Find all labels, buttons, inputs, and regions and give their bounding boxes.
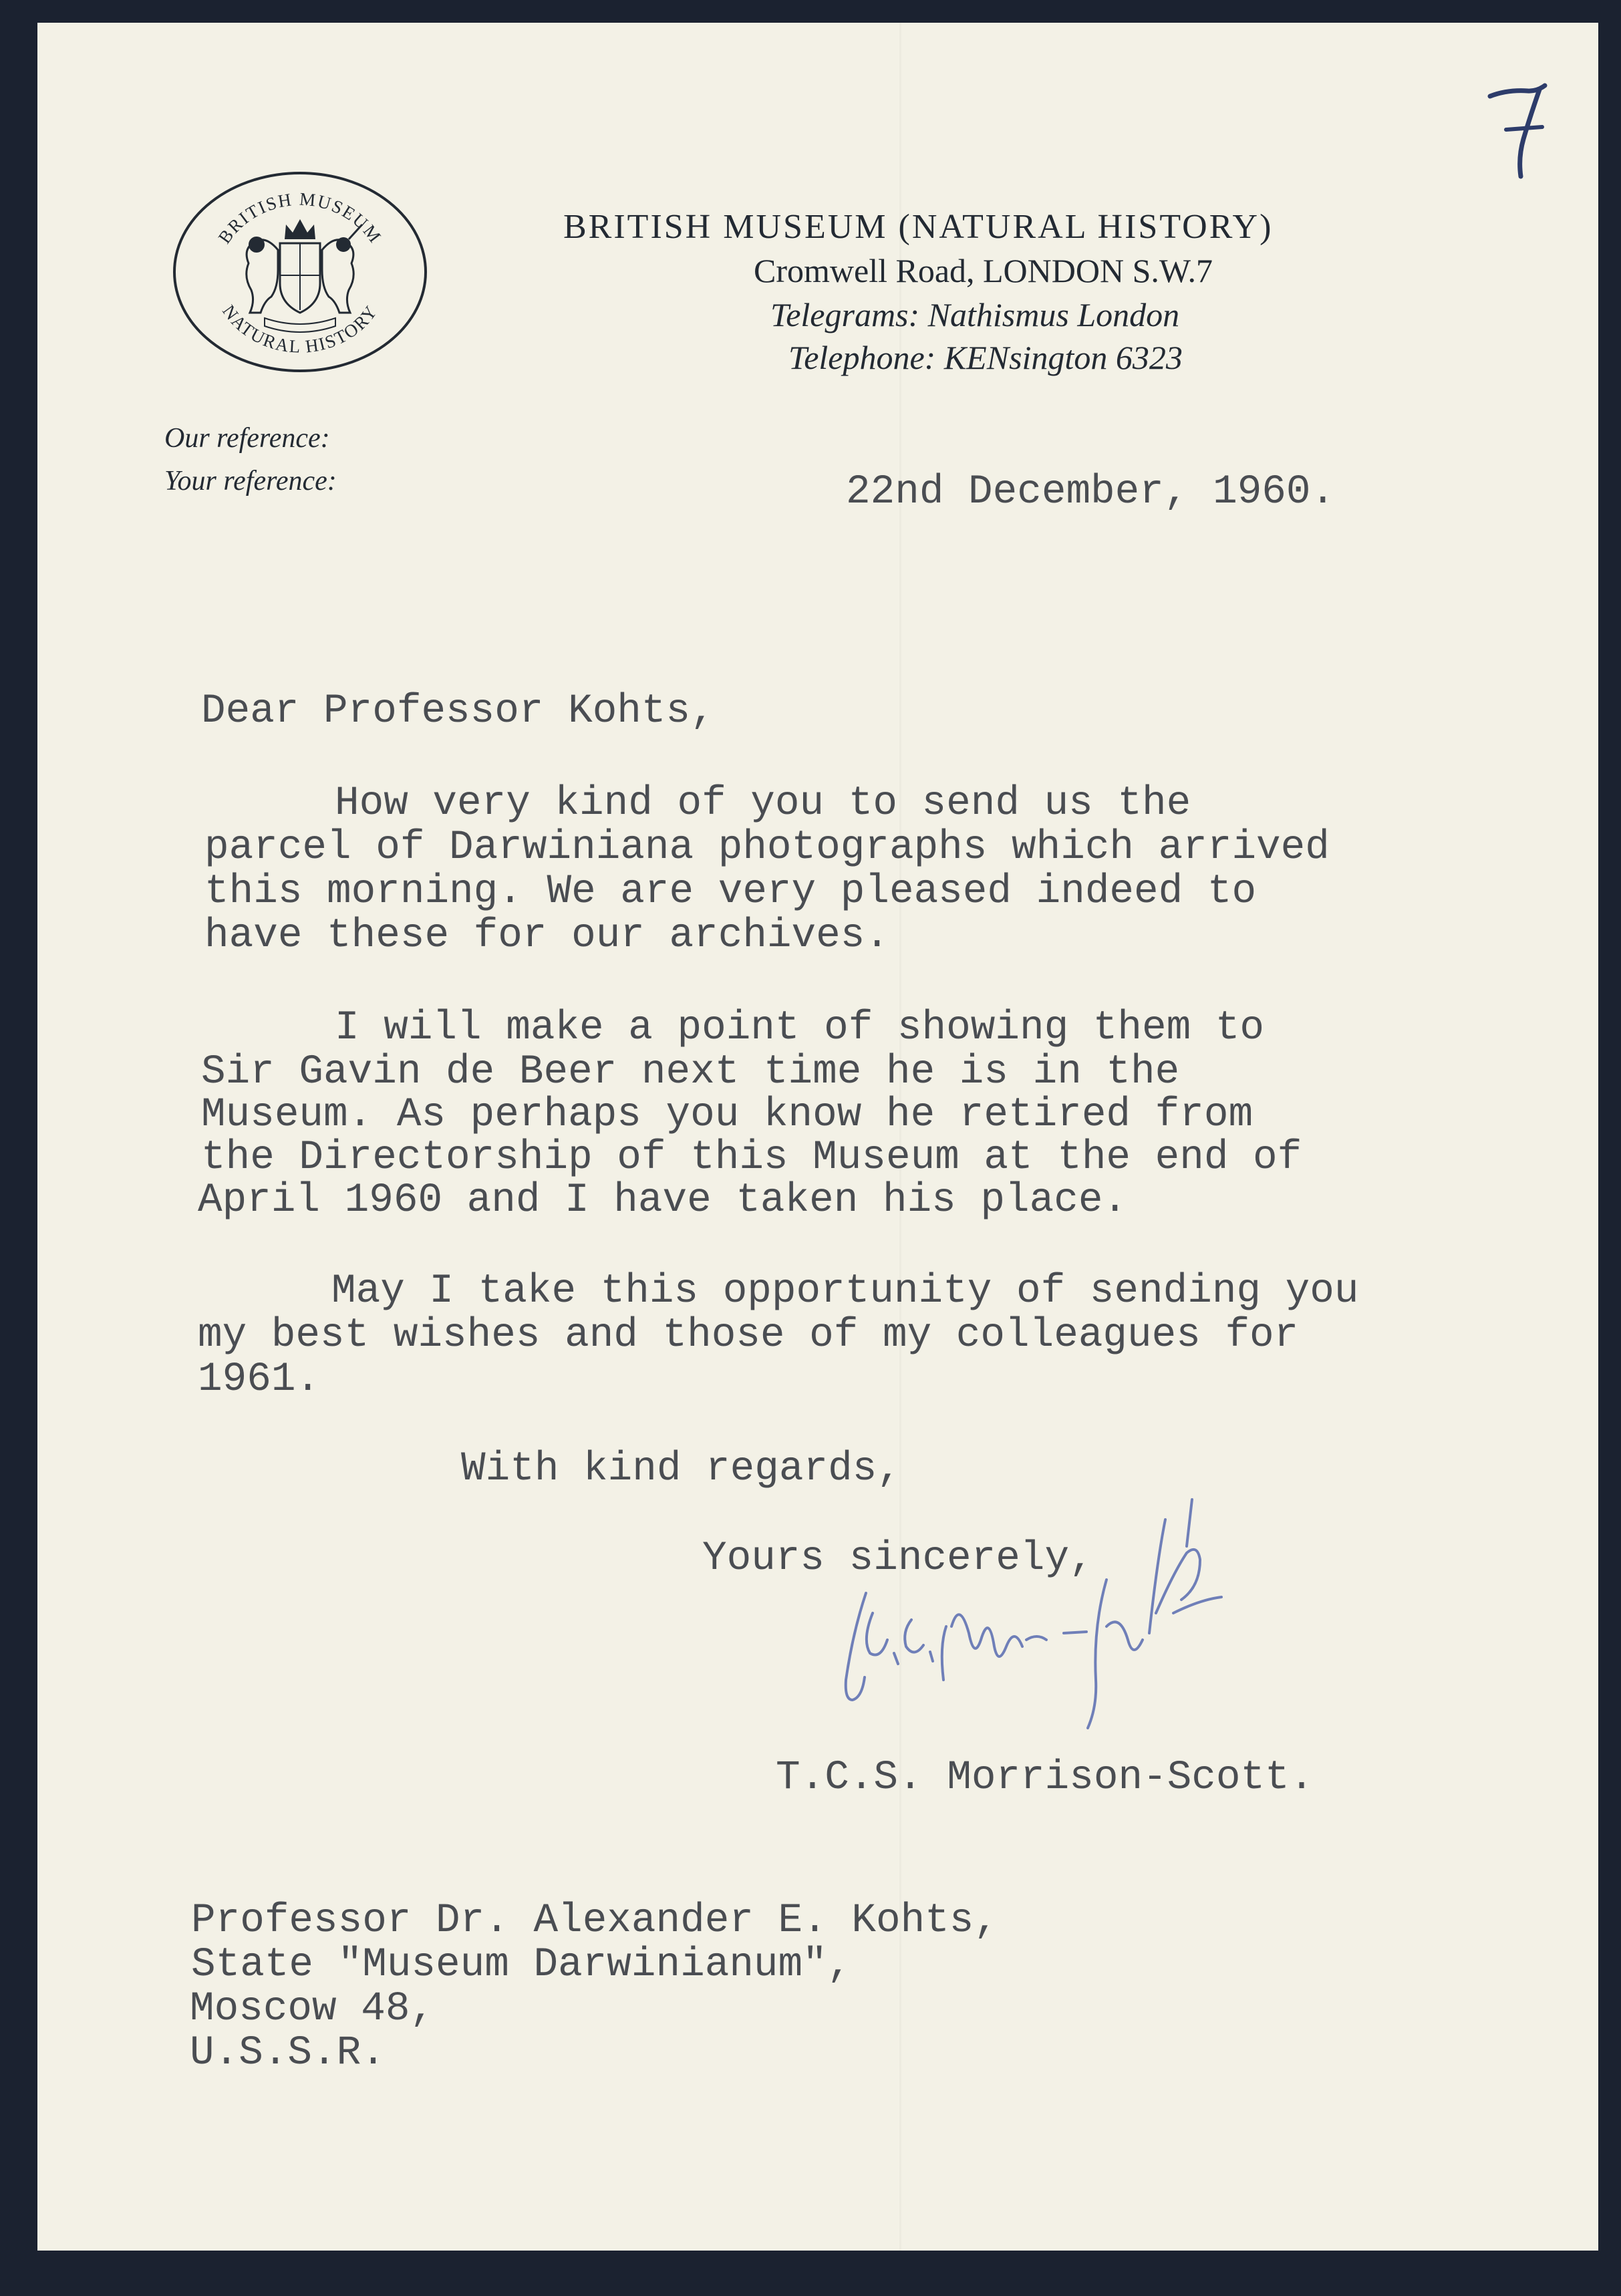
svg-text:NATURAL HISTORY: NATURAL HISTORY	[218, 301, 382, 357]
our-reference-label: Our reference:	[164, 423, 330, 454]
recipient-line: Professor Dr. Alexander E. Kohts,	[191, 1898, 998, 1944]
paragraph3-line: 1961.	[198, 1356, 321, 1403]
paragraph1-line: this morning. We are very pleased indeed to	[204, 869, 1257, 915]
recipient-line: U.S.S.R.	[190, 2030, 386, 2076]
closing-regards: With kind regards,	[461, 1446, 901, 1492]
closing-sincerely: Yours sincerely,	[702, 1536, 1094, 1582]
institution-name: BRITISH MUSEUM (NATURAL HISTORY)	[563, 208, 1274, 246]
signatory-name: T.C.S. Morrison-Scott.	[776, 1755, 1314, 1801]
paragraph1-line: have these for our archives.	[204, 913, 889, 959]
recipient-line: State "Museum Darwinianum",	[191, 1942, 852, 1988]
telephone-line: Telephone: KENsington 6323	[788, 339, 1183, 376]
recipient-line: Moscow 48,	[190, 1986, 435, 2032]
paragraph2-line: the Directorship of this Museum at the end of	[201, 1135, 1302, 1181]
letter-date: 22nd December, 1960.	[846, 469, 1336, 515]
letter-page	[37, 23, 1598, 2251]
museum-crest-logo	[171, 170, 429, 374]
svg-text:BRITISH MUSEUM: BRITISH MUSEUM	[214, 188, 386, 247]
handwritten-signature	[826, 1479, 1334, 1760]
paragraph2-line: Museum. As perhaps you know he retired from	[201, 1092, 1254, 1138]
paragraph1-line: How very kind of you to send us the	[335, 780, 1191, 827]
paragraph2-line: Sir Gavin de Beer next time he is in the	[201, 1049, 1180, 1095]
telegrams-line: Telegrams: Nathismus London	[770, 296, 1180, 333]
paragraph3-line: May I take this opportunity of sending you	[331, 1268, 1359, 1314]
page-number-mark	[1481, 69, 1561, 190]
paragraph2-line: April 1960 and I have taken his place.	[198, 1177, 1128, 1224]
paragraph3-line: my best wishes and those of my colleagues for	[198, 1312, 1299, 1358]
salutation: Dear Professor Kohts,	[201, 688, 715, 734]
museum-address: Cromwell Road, LONDON S.W.7	[754, 252, 1213, 289]
your-reference-label: Your reference:	[164, 466, 337, 496]
paragraph2-line: I will make a point of showing them to	[335, 1005, 1265, 1051]
paragraph1-line: parcel of Darwiniana photographs which arrived	[204, 825, 1330, 871]
